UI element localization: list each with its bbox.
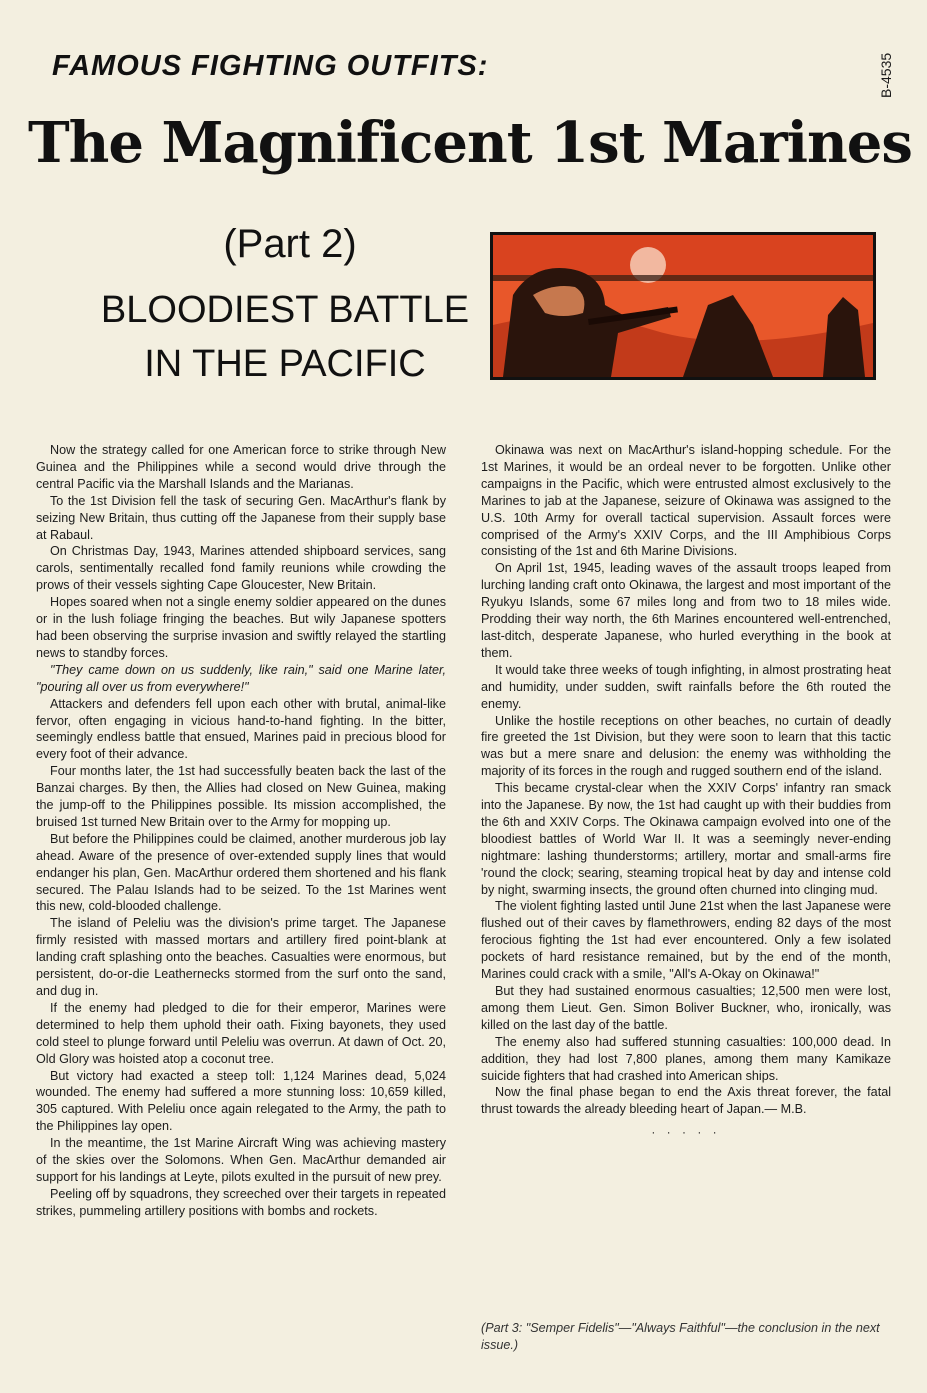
article-paragraph: The island of Peleliu was the division's prime target. The Japanese firmly resisted with massed mortars and artillery fired point-blank at landing craft splashing onto the beaches. Casualties were enormous, but persistent, do-or-die Leathernecks stormed from the surf onto the sand, and dug in. bbox=[36, 916, 446, 998]
article-paragraph: Attackers and defenders fell upon each other with brutal, animal-like fervor, often engaging in vicious hand-to-hand fighting. In the bitter, seemingly endless battle that ensued, Marines paid in precious blood for every foot of their advance. bbox=[36, 696, 446, 762]
headline-line-1: BLOODIEST BATTLE bbox=[100, 289, 470, 331]
headline-line-2: IN THE PACIFIC bbox=[144, 343, 426, 385]
article-quote: "They came down on us suddenly, like rain," said one Marine later, "pouring all over us from everywhere!" bbox=[36, 662, 446, 694]
catalog-code: B-4535 bbox=[878, 52, 894, 98]
article-paragraph: On Christmas Day, 1943, Marines attended shipboard services, sang carols, sentimentally recalled fond family reunions while crowding the prows of their vessels sighting Cape Gloucester, New Britain. bbox=[36, 544, 446, 593]
article-column-left bbox=[36, 442, 446, 1220]
article-paragraph: But they had sustained enormous casualties; 12,500 men were lost, among them Lieut. Gen. Simon Boliver Buckner, who, ironically, was killed on the last day of the battle. bbox=[481, 984, 891, 1032]
article-paragraph: Peeling off by squadrons, they screeched over their targets in repeated strikes, pummeling artillery positions with bombs and rockets. bbox=[36, 1186, 446, 1218]
article-paragraph: This became crystal-clear when the XXIV Corps' infantry ran smack into the Japanese. By now, the 1st had caught up with their buddies from the 6th and XXIV Corps. The Okinawa campaign evolved into one of the bloodiest battles of World War II. It was a seemingly never-ending nightmare: lashing thunderstorms; artillery, mortar and small-arms fire 'round the clock; searing, steaming tropical heat by day and intense cold by night, swarming insects, the ground often churned into clinging mud. bbox=[481, 781, 891, 897]
article-paragraph: On April 1st, 1945, leading waves of the assault troops leaped from lurching landing craft onto Okinawa, the largest and most important of the Ryukyu Islands, some 67 miles long and from two to 18 miles wide. Prodding their way north, the 6th Marines encountered well-entrenched, last-ditch, desperate Japanese, who hurled everything in the book at them. bbox=[481, 561, 891, 660]
article-paragraph: But before the Philippines could be claimed, another murderous job lay ahead. Aware of the presence of over-extended supply lines that would endanger his plan, Gen. MacArthur ordered them shortened and his flank secured. The Palau Islands had to be seized. To the 1st Marines went this new, cold-blooded challenge. bbox=[36, 831, 446, 914]
next-issue-note: (Part 3: "Semper Fidelis"—"Always Faithful"—the conclusion in the next issue.) bbox=[481, 1321, 880, 1352]
article-paragraph: Okinawa was next on MacArthur's island-hopping schedule. For the 1st Marines, it would be an ordeal never to be forgotten. Unlike other campaigns in the Pacific, which were entrusted almost exclusively to the Marines to jab at the Japanese, seizure of Okinawa was assigned to the U.S. 10th Army for overall tactical supervision. Assault forces were comprised of the Army's XXIV Corps, and the III Amphibious Corps consisting of the 1st and 6th Marine Divisions. bbox=[481, 443, 891, 559]
illustration-svg bbox=[493, 235, 873, 377]
article-paragraph: If the enemy had pledged to die for their emperor, Marines were determined to help them uphold their oath. Fixing bayonets, they used cold steel to plunge forward until Peleliu was overrun. At dawn of Oct. 20, Old Glory was hoisted atop a coconut tree. bbox=[36, 1000, 446, 1066]
article-paragraph: Hopes soared when not a single enemy soldier appeared on the dunes or in the lush foliage fringing the beaches. But wily Japanese spotters had been observing the surprise invasion and swiftly relayed the startling news to standby forces. bbox=[36, 595, 446, 660]
article-column-right bbox=[481, 442, 891, 1141]
article-paragraph: The violent fighting lasted until June 21st when the last Japanese were flushed out of their caves by flamethrowers, ending 82 days of the most ferocious fighting the 1st had ever encountered. Only a few isolated pockets of hard resistance remained, but by the end of the month, Marines could crack with a smile, "All's A-Okay on Okinawa!" bbox=[481, 899, 891, 982]
headline bbox=[90, 283, 480, 391]
article-paragraph: It would take three weeks of tough infighting, in almost prostrating heat and humidity, under sudden, swift rainfalls before the 6th routed the enemy. bbox=[481, 662, 891, 711]
article-paragraph: Four months later, the 1st had successfully beaten back the last of the Banzai charges. By then, the Allies had closed on New Guinea, making the jump-off to the Philippines possible. Its mission accomplished, the bruised 1st turned New Britain over to the Army for mopping up. bbox=[36, 764, 446, 829]
page-title: The Magnificent 1st Marines bbox=[28, 110, 912, 176]
article-paragraph: Now the final phase began to end the Axis threat forever, the fatal thrust towards the already bleeding heart of Japan.— M.B. bbox=[481, 1085, 891, 1117]
part-label: (Part 2) bbox=[223, 222, 357, 266]
article-paragraph: Unlike the hostile receptions on other beaches, no curtain of deadly fire greeted the 1st Division, but they were soon to learn that this tactic was but a mere snare and delusion: the enemy was withholding the majority of its forces in the rough and rugged southern end of the island. bbox=[481, 713, 891, 779]
article-paragraph: Now the strategy called for one American force to strike through New Guinea and the Philippines while a second would drive through the central Pacific via the Marshall Islands and the Marianas. bbox=[36, 443, 446, 491]
article-paragraph: But victory had exacted a steep toll: 1,124 Marines dead, 5,024 wounded. The enemy had suffered a more stunning loss: 10,659 killed, 305 captured. With Peleliu once again relegated to the Army, the path to the Philippines lay open. bbox=[36, 1068, 446, 1134]
article-paragraph: The enemy also had suffered stunning casualties: 100,000 dead. In addition, they had lost 7,800 planes, among them many Kamikaze suicide fighters that had crashed into American ships. bbox=[481, 1034, 891, 1083]
article-paragraph: In the meantime, the 1st Marine Aircraft Wing was achieving mastery of the skies over the Solomons. When Gen. MacArthur demanded air support for his landings at Leyte, pilots exulted in the pursuit of new prey. bbox=[36, 1136, 446, 1184]
series-kicker: FAMOUS FIGHTING OUTFITS: bbox=[52, 50, 489, 82]
section-separator: · · · · · bbox=[651, 1125, 721, 1140]
article-paragraph: To the 1st Division fell the task of securing Gen. MacArthur's flank by seizing New Britain, thus cutting off the Japanese from their supply base at Rabaul. bbox=[36, 493, 446, 542]
marine-soldier-sunset-illustration bbox=[490, 232, 876, 380]
